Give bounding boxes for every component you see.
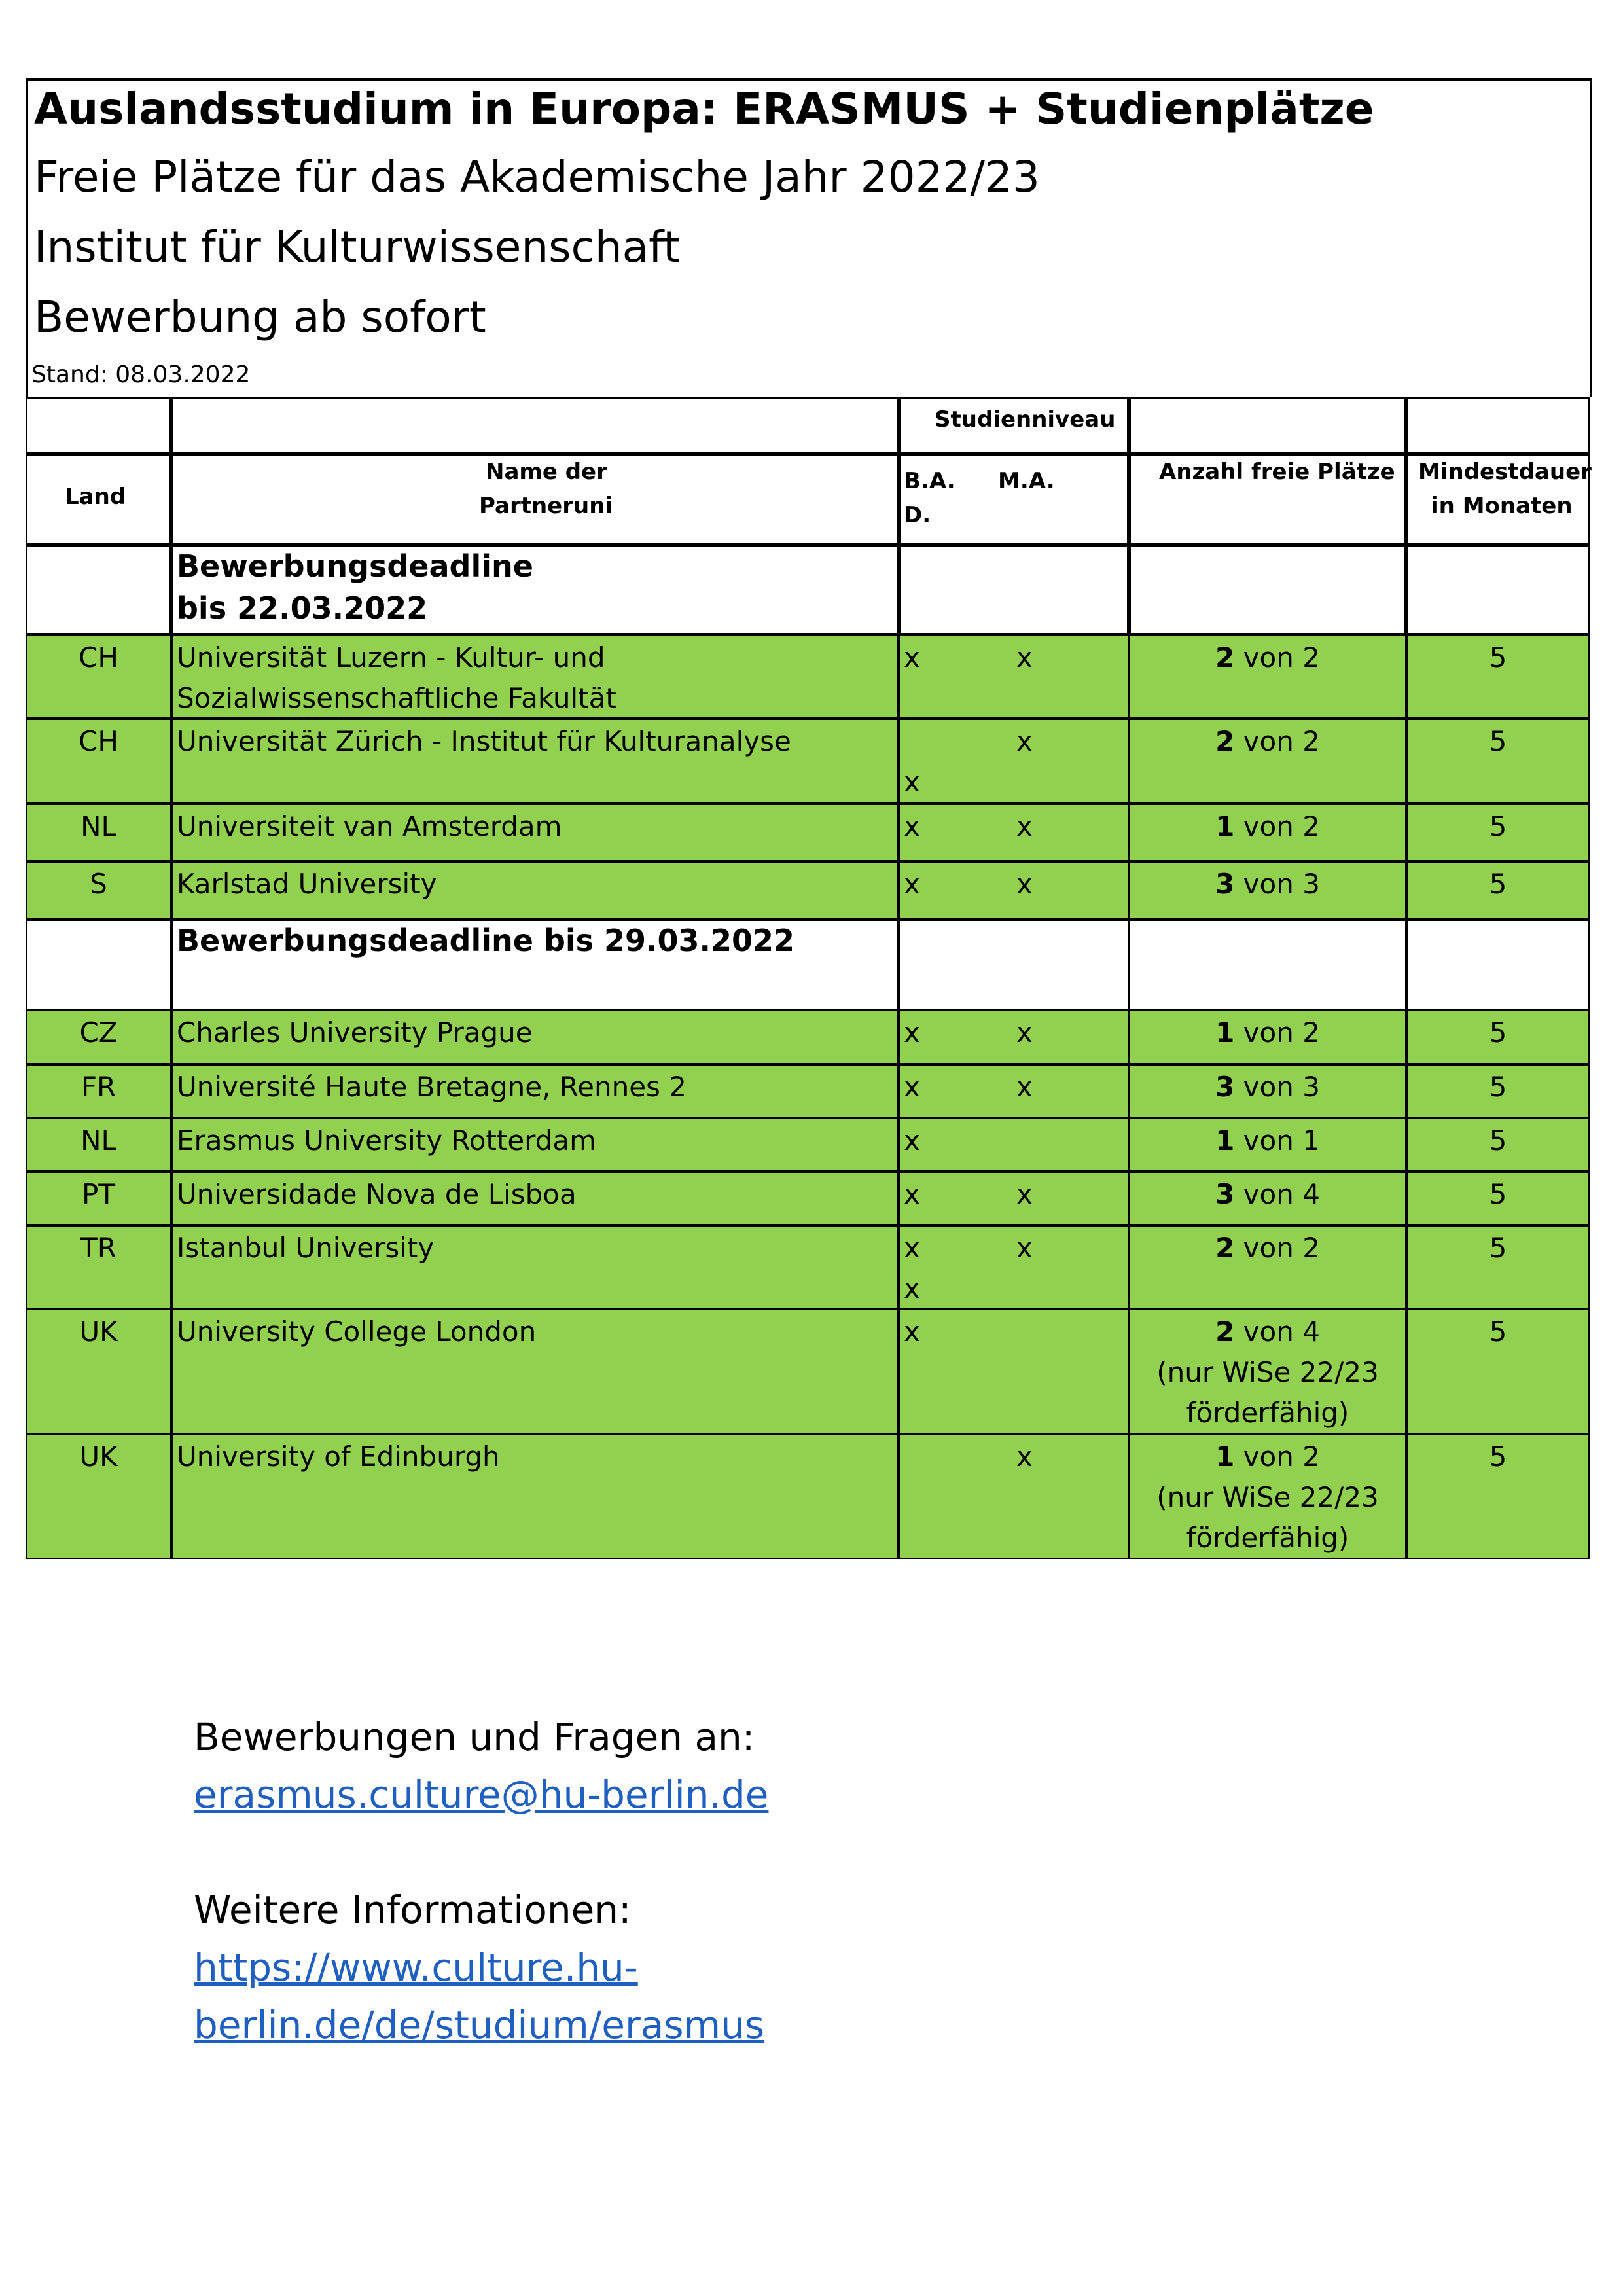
row-land [26,635,171,719]
university-name: Universidade Nova de Lisboa [177,1178,577,1210]
min-duration: 5 [1489,1016,1507,1049]
grid-cell [1129,920,1406,1010]
row-land [26,804,171,861]
col-header-land [26,454,171,545]
free-count: 2 [1215,1316,1235,1348]
row-university [171,635,899,719]
email-container [194,1766,768,1823]
university-name: Universiteit van Amsterdam [177,810,562,842]
row-min-duration [1406,1172,1590,1225]
total-count: von 3 [1243,868,1320,900]
places-value [1129,1067,1406,1107]
university-name: Sozialwissenschaftliche Fakultät [177,682,616,714]
deadline-1 [171,545,899,635]
row-university [171,1010,899,1064]
ma-mark: x [1016,1232,1033,1264]
land-code: S [90,868,107,900]
row-places [1129,1064,1406,1118]
col-header-places [1129,454,1406,545]
min-duration: 5 [1489,1124,1507,1157]
free-count: 2 [1215,725,1235,757]
d-mark: x [904,1272,920,1304]
contact-label: Bewerbungen und Fragen an: [194,1715,755,1759]
col-ba-label: B.A. [904,468,955,494]
row-university [171,1309,899,1434]
free-count: 3 [1215,868,1235,900]
places-value [1129,1174,1406,1215]
row-places [1129,635,1406,719]
grid-cell [1406,397,1590,454]
row-land [26,861,171,920]
subtitle-institute: Institut für Kulturwissenschaft [34,222,681,272]
places-value [1129,1312,1406,1352]
university-name: Universität Zürich - Institut für Kulturanalyse [177,725,791,757]
row-level [899,1434,1129,1559]
land-code: UK [79,1441,118,1473]
places-note: (nur WiSe 22/23 [1156,1481,1379,1513]
row-min-duration [1406,861,1590,920]
total-count: von 2 [1243,1016,1320,1049]
land-code: TR [80,1232,116,1264]
row-university [171,719,899,804]
university-name: Charles University Prague [177,1016,533,1049]
free-count: 3 [1215,1178,1235,1210]
total-count: von 2 [1243,641,1320,673]
row-level [899,1010,1129,1064]
subtitle-application: Bewerbung ab sofort [34,292,486,342]
university-name: Istanbul University [177,1232,435,1264]
info-url-line2: berlin.de/de/studium/erasmus [194,2003,765,2047]
studienniveau-header [899,397,1247,437]
row-min-duration [1406,1010,1590,1064]
free-count: 3 [1215,1071,1235,1103]
grid-cell [899,920,1129,1010]
min-duration: 5 [1489,1441,1507,1473]
ma-mark: x [1016,1071,1033,1103]
stand-date: Stand: 08.03.2022 [31,361,251,388]
ba-mark: x [904,1124,920,1157]
row-level [899,1064,1129,1118]
row-places [1129,861,1406,920]
total-count: von 4 [1243,1316,1320,1348]
info-url-line1: https://www.culture.hu- [194,1945,638,1990]
min-duration: 5 [1489,1071,1507,1103]
row-level [899,861,1129,920]
row-level [899,1172,1129,1225]
row-level [899,635,1129,719]
col-partner-line1: Name der [486,459,607,485]
land-code: UK [79,1316,118,1348]
total-count: von 3 [1243,1071,1320,1103]
row-places [1129,1118,1406,1172]
university-name: Universität Luzern - Kultur- und [177,641,605,673]
col-d-label: D. [904,502,931,528]
free-count: 1 [1215,1016,1235,1049]
ba-mark: x [904,1071,920,1103]
row-min-duration [1406,1225,1590,1309]
min-duration: 5 [1489,810,1507,842]
row-places [1129,1172,1406,1225]
deadline-1-line2: bis 22.03.2022 [177,590,428,626]
places-value [1129,1013,1406,1053]
total-count: von 4 [1243,1178,1320,1210]
min-duration: 5 [1489,641,1507,673]
min-duration: 5 [1489,868,1507,900]
grid-cell [26,397,171,454]
land-code: CH [79,725,118,757]
row-min-duration [1406,1434,1590,1559]
grid-cell [26,920,171,1010]
row-level [899,719,1129,804]
row-university [171,861,899,920]
row-places [1129,1309,1406,1434]
row-university [171,804,899,861]
land-code: PT [82,1178,115,1210]
row-university [171,1118,899,1172]
row-min-duration [1406,1118,1590,1172]
col-min-line2: in Monaten [1431,493,1573,519]
total-count: von 2 [1243,1441,1320,1473]
free-count: 1 [1215,1124,1235,1157]
row-places [1129,1225,1406,1309]
ba-mark: x [904,810,920,842]
row-level [899,1225,1129,1309]
total-count: von 2 [1243,725,1320,757]
col-header-min [1406,454,1590,545]
row-land [26,719,171,804]
university-name: Erasmus University Rotterdam [177,1124,597,1157]
row-university [171,1434,899,1559]
row-places [1129,1010,1406,1064]
grid-cell [899,545,1129,635]
col-partner-line2: Partneruni [479,493,613,519]
total-count: von 2 [1243,810,1320,842]
ba-mark: x [904,1316,920,1348]
min-duration: 5 [1489,1178,1507,1210]
ma-mark: x [1016,810,1033,842]
university-name: Université Haute Bretagne, Rennes 2 [177,1071,687,1103]
grid-cell [1406,545,1590,635]
places-value [1129,1121,1406,1161]
places-value [1129,1228,1406,1268]
col-min-line1: Mindestdauer [1418,459,1592,485]
free-count: 1 [1215,810,1235,842]
row-min-duration [1406,635,1590,719]
row-min-duration [1406,1064,1590,1118]
row-land [26,1225,171,1309]
deadline-1-line1: Bewerbungsdeadline [177,548,533,584]
row-land [26,1172,171,1225]
ma-mark: x [1016,1441,1033,1473]
land-code: NL [80,810,116,842]
min-duration: 5 [1489,725,1507,757]
row-land [26,1309,171,1434]
studienniveau-label: Studienniveau [935,406,1116,433]
deadline-2-text: Bewerbungsdeadline bis 29.03.2022 [177,923,795,958]
info-url-link[interactable] [194,1945,764,2047]
land-code: NL [80,1124,116,1157]
places-value [1129,1437,1406,1477]
col-header-level [899,454,1129,545]
deadline-2 [171,920,899,1010]
row-university [171,1064,899,1118]
ma-mark: x [1016,868,1033,900]
email-link[interactable]: erasmus.culture@hu-berlin.de [194,1772,769,1817]
free-count: 2 [1215,1232,1235,1264]
col-land-label: Land [65,484,126,510]
places-value [1129,864,1406,905]
row-places [1129,1434,1406,1559]
col-header-partner [171,454,899,545]
free-count: 2 [1215,641,1235,673]
ba-mark: x [904,1232,920,1264]
d-mark: x [904,766,920,798]
row-land [26,1434,171,1559]
min-duration: 5 [1489,1316,1507,1348]
row-min-duration [1406,804,1590,861]
university-name: University of Edinburgh [177,1441,500,1473]
places-value [1129,806,1406,847]
col-places-label: Anzahl freie Plätze [1159,459,1395,485]
university-name: University College London [177,1316,537,1348]
ba-mark: x [904,1178,920,1210]
total-count: von 2 [1243,1232,1320,1264]
total-count: von 1 [1243,1124,1320,1157]
subtitle-year: Freie Plätze für das Akademische Jahr 2022/23 [34,152,1040,202]
places-value [1129,637,1406,678]
row-min-duration [1406,719,1590,804]
ba-mark: x [904,868,920,900]
row-land [26,1010,171,1064]
places-value [1129,721,1406,762]
row-university [171,1172,899,1225]
land-code: CH [79,641,118,673]
ma-mark: x [1016,1178,1033,1210]
info-label: Weitere Informationen: [194,1888,632,1932]
row-places [1129,719,1406,804]
places-note: förderfähig) [1186,1397,1349,1429]
row-land [26,1064,171,1118]
row-level [899,1309,1129,1434]
page-title: Auslandsstudium in Europa: ERASMUS + Studienplätze [34,84,1374,134]
row-places [1129,804,1406,861]
places-note: (nur WiSe 22/23 [1156,1356,1379,1388]
grid-cell [171,397,899,454]
row-min-duration [1406,1309,1590,1434]
land-code: FR [80,1071,116,1103]
grid-cell [1406,920,1590,1010]
col-ma-label: M.A. [998,468,1055,494]
row-level [899,804,1129,861]
free-count: 1 [1215,1441,1235,1473]
url-container [194,1939,764,2054]
grid-cell [26,545,171,635]
row-level [899,1118,1129,1172]
grid-cell [1129,545,1406,635]
row-land [26,1118,171,1172]
university-name: Karlstad University [177,868,437,900]
ba-mark: x [904,641,920,673]
ba-mark: x [904,1016,920,1049]
ma-mark: x [1016,1016,1033,1049]
min-duration: 5 [1489,1232,1507,1264]
places-note: förderfähig) [1186,1522,1349,1554]
row-university [171,1225,899,1309]
land-code: CZ [79,1016,118,1049]
ma-mark: x [1016,725,1033,757]
ma-mark: x [1016,641,1033,673]
